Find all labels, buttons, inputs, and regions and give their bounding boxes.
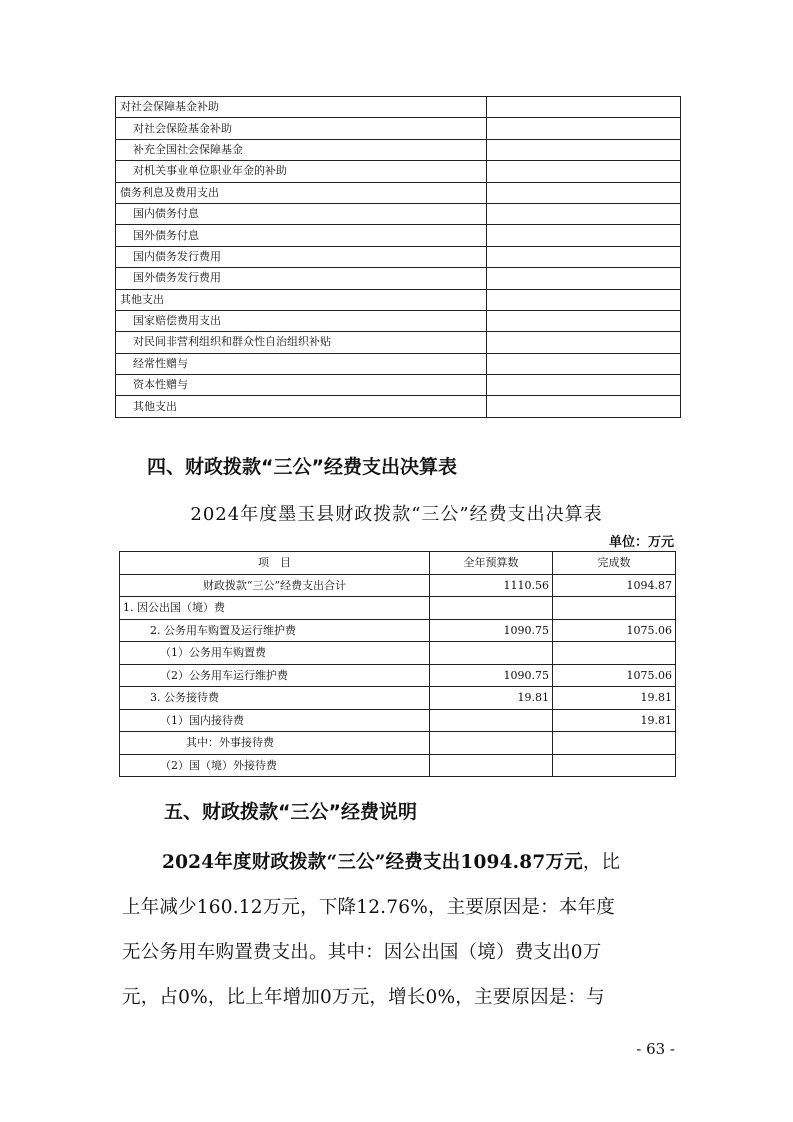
row-value — [487, 161, 681, 182]
row-label: 债务利息及费用支出 — [116, 182, 487, 203]
row-actual: 19.81 — [553, 709, 676, 732]
row-label: 对社会保障基金补助 — [116, 97, 487, 118]
row-budget: 19.81 — [430, 687, 553, 710]
row-actual — [553, 597, 676, 620]
row-label: 1. 因公出国（境）费 — [120, 597, 430, 620]
table-row — [116, 246, 681, 267]
table-row — [116, 118, 681, 139]
table-row — [120, 619, 676, 642]
row-label: 国内债务付息 — [116, 203, 487, 224]
table-row — [120, 597, 676, 620]
page-number: - 63 - — [636, 1040, 675, 1058]
row-actual: 1094.87 — [553, 574, 676, 597]
row-actual: 1075.06 — [553, 664, 676, 687]
row-budget: 1090.75 — [430, 619, 553, 642]
row-label: （1）公务用车购置费 — [120, 642, 430, 665]
table-row — [116, 225, 681, 246]
row-value — [487, 332, 681, 353]
paragraph-line-2: 上年减少160.12万元，下降12.76%，主要原因是：本年度 — [122, 897, 615, 918]
row-label: 其他支出 — [116, 396, 487, 417]
row-value — [487, 268, 681, 289]
row-budget — [430, 597, 553, 620]
table-row — [120, 664, 676, 687]
table-row — [120, 642, 676, 665]
row-actual: 1075.06 — [553, 619, 676, 642]
row-label: 国家赔偿费用支出 — [116, 310, 487, 331]
table-row — [116, 289, 681, 310]
row-value — [487, 310, 681, 331]
table-row — [120, 732, 676, 755]
row-label: 2. 公务用车购置及运行维护费 — [120, 619, 430, 642]
row-label: 国外债务发行费用 — [116, 268, 487, 289]
three-public-expense-table — [119, 551, 676, 777]
explanation-paragraph — [122, 840, 682, 1020]
table-row — [116, 375, 681, 396]
table-row — [116, 203, 681, 224]
social-security-expense-table — [115, 96, 681, 418]
unit-label: 单位：万元 — [608, 535, 674, 550]
header-actual: 完成数 — [553, 552, 676, 575]
row-actual: 19.81 — [553, 687, 676, 710]
table-row — [116, 268, 681, 289]
line1-tail: ，比 — [582, 852, 621, 873]
table-row — [116, 310, 681, 331]
row-budget — [430, 642, 553, 665]
paragraph-line-4: 元，占0%，比上年增加0万元，增长0%，主要原因是：与 — [122, 987, 605, 1008]
row-value — [487, 203, 681, 224]
row-budget: 1090.75 — [430, 664, 553, 687]
row-label: （2）国（境）外接待费 — [120, 754, 430, 777]
row-value — [487, 182, 681, 203]
row-value — [487, 139, 681, 160]
row-budget: 1110.56 — [430, 574, 553, 597]
row-value — [487, 246, 681, 267]
row-value — [487, 118, 681, 139]
row-label: 国外债务付息 — [116, 225, 487, 246]
table-title: 2024年度墨玉县财政拨款“三公”经费支出决算表 — [190, 504, 603, 525]
row-label: 财政拨款“三公”经费支出合计 — [120, 574, 430, 597]
row-actual — [553, 732, 676, 755]
table-header-row — [120, 552, 676, 575]
row-budget — [430, 709, 553, 732]
row-label: 经常性赠与 — [116, 353, 487, 374]
row-label: 3. 公务接待费 — [120, 687, 430, 710]
table-row — [116, 396, 681, 417]
header-item: 项 目 — [120, 552, 430, 575]
row-budget — [430, 732, 553, 755]
paragraph-line-1 — [122, 840, 682, 885]
row-label: （2）公务用车运行维护费 — [120, 664, 430, 687]
row-actual — [553, 754, 676, 777]
row-label: 对社会保险基金补助 — [116, 118, 487, 139]
table-row — [116, 139, 681, 160]
row-label: 资本性赠与 — [116, 375, 487, 396]
table-row — [120, 709, 676, 732]
header-budget: 全年预算数 — [430, 552, 553, 575]
row-value — [487, 97, 681, 118]
table-row — [120, 574, 676, 597]
row-label: 补充全国社会保障基金 — [116, 139, 487, 160]
row-label: 对民间非营利组织和群众性自治组织补贴 — [116, 332, 487, 353]
table-row — [120, 754, 676, 777]
table-row — [116, 182, 681, 203]
section-4-heading: 四、财政拨款“三公”经费支出决算表 — [147, 456, 457, 478]
table-row — [116, 353, 681, 374]
section-5-heading: 五、财政拨款“三公”经费说明 — [164, 801, 417, 823]
row-value — [487, 225, 681, 246]
table-row — [116, 161, 681, 182]
table-row — [120, 687, 676, 710]
row-label: 其他支出 — [116, 289, 487, 310]
row-label: 对机关事业单位职业年金的补助 — [116, 161, 487, 182]
row-label: 国内债务发行费用 — [116, 246, 487, 267]
paragraph-line-3: 无公务用车购置费支出。其中：因公出国（境）费支出0万 — [122, 942, 602, 963]
row-value — [487, 375, 681, 396]
table-row — [116, 332, 681, 353]
bold-lead: 2024年度财政拨款“三公”经费支出1094.87万元 — [162, 852, 583, 873]
row-label: （1）国内接待费 — [120, 709, 430, 732]
row-budget — [430, 754, 553, 777]
row-actual — [553, 642, 676, 665]
row-value — [487, 396, 681, 417]
row-value — [487, 353, 681, 374]
row-value — [487, 289, 681, 310]
table-row — [116, 97, 681, 118]
row-label: 其中：外事接待费 — [120, 732, 430, 755]
